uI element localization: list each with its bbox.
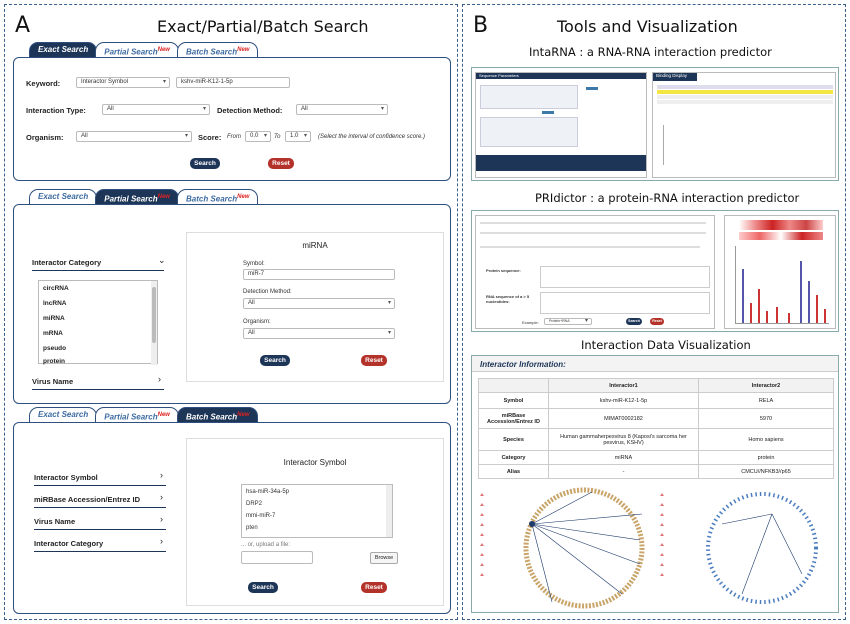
keyword-label: Keyword: <box>26 79 61 88</box>
organism-label: Organism: <box>243 319 271 325</box>
cell: kshv-miR-K12-1-5p <box>549 393 699 409</box>
detection-method-select[interactable]: All ▾ <box>243 298 395 309</box>
organism-select[interactable]: All ▾ <box>76 131 192 142</box>
tab-partial-search[interactable]: Partial Search$^{New}$ <box>95 42 179 58</box>
batch-item-interactor-symbol[interactable]: Interactor Symbol <box>34 473 166 486</box>
pridictor-form <box>475 215 715 329</box>
list-item[interactable]: lncRNA <box>43 300 67 307</box>
tab-partial-search[interactable]: Partial Search$^{New}$ <box>95 189 179 205</box>
symbol-input[interactable]: miR-7 <box>243 269 395 280</box>
textarea-scrollbar[interactable] <box>386 485 392 537</box>
cell: 5970 <box>699 409 834 429</box>
row-label: Symbol <box>479 393 549 409</box>
batch-item-interactor-category[interactable]: Interactor Category <box>34 539 166 552</box>
chevron-down-icon[interactable]: ⌄ <box>158 255 166 265</box>
tab-batch-search[interactable]: Batch Search$^{New}$ <box>177 407 258 423</box>
example-label: Example: <box>522 320 539 325</box>
pridictor-screenshot <box>471 210 839 332</box>
exact-search-button[interactable]: Search <box>190 158 220 169</box>
chevron-right-icon[interactable]: › <box>160 514 163 524</box>
score-to-label: To <box>274 134 281 140</box>
entry: DRP2 <box>246 501 263 507</box>
table-row <box>479 379 834 393</box>
detection-method-label: Detection Method: <box>243 289 292 295</box>
network-circle-left <box>526 490 642 606</box>
header-cell: Interactor1 <box>549 379 699 393</box>
partial-search-box <box>13 204 451 404</box>
partial-tabs <box>29 189 256 205</box>
batch-item-mirbase-accession[interactable]: miRBase Accession/Entrez ID <box>34 495 166 508</box>
interaction-type-label: Interaction Type: <box>26 106 86 115</box>
form-title: miRNA <box>302 241 328 250</box>
cell: Human gammaherpesvirus 8 (Kaposi's sarcoma her pesvirus, KSHV) <box>549 429 699 451</box>
edges-right <box>722 514 802 594</box>
score-to-select[interactable]: 1.0 ▾ <box>285 131 311 142</box>
batch-item-virus-name[interactable]: Virus Name <box>34 517 166 530</box>
row-label: Species <box>479 429 549 451</box>
chevron-right-icon[interactable]: › <box>160 492 163 502</box>
header-cell <box>479 379 549 393</box>
partial-search-button[interactable]: Search <box>260 355 290 366</box>
list-item[interactable]: protein <box>43 358 66 365</box>
entry: hsa-miR-34a-5p <box>246 489 290 495</box>
table-row <box>479 429 834 451</box>
detection-method-select[interactable]: All ▾ <box>296 104 388 115</box>
tab-exact-search[interactable]: Exact Search <box>29 189 97 205</box>
visualization-screenshot <box>471 355 839 613</box>
binding-header: Binding Display <box>653 73 697 81</box>
mirna-form <box>186 232 444 382</box>
sequence-panel <box>475 72 647 178</box>
organism-label: Organism: <box>26 133 64 142</box>
batch-search-button[interactable]: Search <box>248 582 278 593</box>
score-from-label: From <box>227 134 241 140</box>
legend-markers <box>480 493 664 576</box>
rna-seq-input[interactable] <box>540 292 710 314</box>
intarna-screenshot <box>471 67 839 181</box>
row-label: miRBase Accession/Entrez ID <box>479 409 549 429</box>
chevron-right-icon[interactable]: › <box>158 374 161 384</box>
panel-a <box>4 4 458 620</box>
score-from-select[interactable]: 0.0 ▾ <box>245 131 271 142</box>
upload-label: ... or, upload a file: <box>241 542 291 548</box>
panel-b-title: Tools and Visualization <box>557 17 738 36</box>
cell: Homo sapiens <box>699 429 834 451</box>
pridictor-title: PRIdictor : a protein-RNA interaction predictor <box>535 191 800 205</box>
batch-tabs <box>29 407 256 423</box>
category-scrollbar[interactable] <box>151 281 157 365</box>
organism-select[interactable]: All ▾ <box>243 328 395 339</box>
panel-a-letter: A <box>15 13 31 38</box>
table-row <box>479 409 834 429</box>
hub-node <box>529 521 535 527</box>
score-label: Score: <box>198 133 222 142</box>
form-title: Interactor Symbol <box>283 458 347 467</box>
table-row <box>479 393 834 409</box>
exact-reset-button[interactable]: Reset <box>268 158 294 169</box>
detection-method-label: Detection Method: <box>217 106 283 115</box>
tab-partial-search[interactable]: Partial Search$^{New}$ <box>95 407 179 423</box>
row-label: Category <box>479 451 549 465</box>
list-item[interactable]: circRNA <box>43 285 69 292</box>
panel-b <box>462 4 846 620</box>
rna-seq-label: RNA sequence of a > 5 nucleotides: <box>486 294 530 304</box>
interactor-info-title: Interactor Information: <box>480 360 566 369</box>
partial-reset-button[interactable]: Reset <box>361 355 387 366</box>
network-circle-right <box>708 494 816 602</box>
cell: protein <box>699 451 834 465</box>
pridictor-reset-button[interactable]: Reset <box>650 318 664 325</box>
list-item[interactable]: miRNA <box>43 315 65 322</box>
exact-tabs <box>29 42 256 58</box>
example-select[interactable]: Protein+RNA ▾ <box>544 318 592 325</box>
interaction-type-select[interactable]: All ▾ <box>102 104 210 115</box>
cell: - <box>549 465 699 479</box>
row-label: Alias <box>479 465 549 479</box>
table-row <box>479 451 834 465</box>
keyword-input[interactable]: kshv-miR-K12-1-5p <box>176 77 290 88</box>
tab-exact-search[interactable]: Exact Search <box>29 42 97 58</box>
pridictor-result <box>724 215 836 329</box>
network-graphs <box>472 484 838 612</box>
protein-seq-label: Protein sequence: <box>486 268 521 273</box>
table-row <box>479 465 834 479</box>
virus-name-toggle[interactable]: Virus Name <box>32 377 164 390</box>
keyword-type-select[interactable]: Interactor Symbol ▾ <box>76 77 170 88</box>
idv-title: Interaction Data Visualization <box>581 338 751 352</box>
list-item[interactable]: pseudo <box>43 345 67 352</box>
binding-display <box>652 72 836 178</box>
score-hint: (Select the interval of confidence score.) <box>318 134 426 140</box>
category-list[interactable] <box>38 280 158 364</box>
browse-button[interactable]: Browse <box>370 552 398 564</box>
exact-search-box <box>13 57 451 181</box>
cell: RELA <box>699 393 834 409</box>
list-item[interactable]: mRNA <box>43 330 63 337</box>
file-input[interactable] <box>241 551 313 564</box>
batch-search-box <box>13 422 451 614</box>
chevron-right-icon[interactable]: › <box>160 470 163 480</box>
interactor-category-toggle[interactable]: Interactor Category <box>32 258 164 271</box>
cell: CMCU//NFKB3//p65 <box>699 465 834 479</box>
tab-batch-search[interactable]: Batch Search$^{New}$ <box>177 189 258 205</box>
chevron-right-icon[interactable]: › <box>160 536 163 546</box>
symbol-label: Symbol: <box>243 261 265 267</box>
entry: pten <box>246 525 258 531</box>
interactor-table <box>478 378 834 479</box>
header-cell: Interactor2 <box>699 379 834 393</box>
protein-seq-input[interactable] <box>540 266 710 288</box>
tab-batch-search[interactable]: Batch Search$^{New}$ <box>177 42 258 58</box>
panel-a-title: Exact/Partial/Batch Search <box>157 17 369 36</box>
cell: MIMAT0002182 <box>549 409 699 429</box>
batch-form <box>186 438 444 606</box>
pridictor-search-button[interactable]: Search <box>626 318 642 325</box>
panel-b-letter: B <box>473 13 489 38</box>
entry: mmi-miR-7 <box>246 513 276 519</box>
symbol-textarea[interactable] <box>241 484 393 538</box>
cell: miRNA <box>549 451 699 465</box>
batch-reset-button[interactable]: Reset <box>361 582 387 593</box>
tab-exact-search[interactable]: Exact Search <box>29 407 97 423</box>
seq-params-header: Sequence Parameters <box>476 73 646 79</box>
intarna-title: IntaRNA : a RNA-RNA interaction predictor <box>529 45 772 59</box>
